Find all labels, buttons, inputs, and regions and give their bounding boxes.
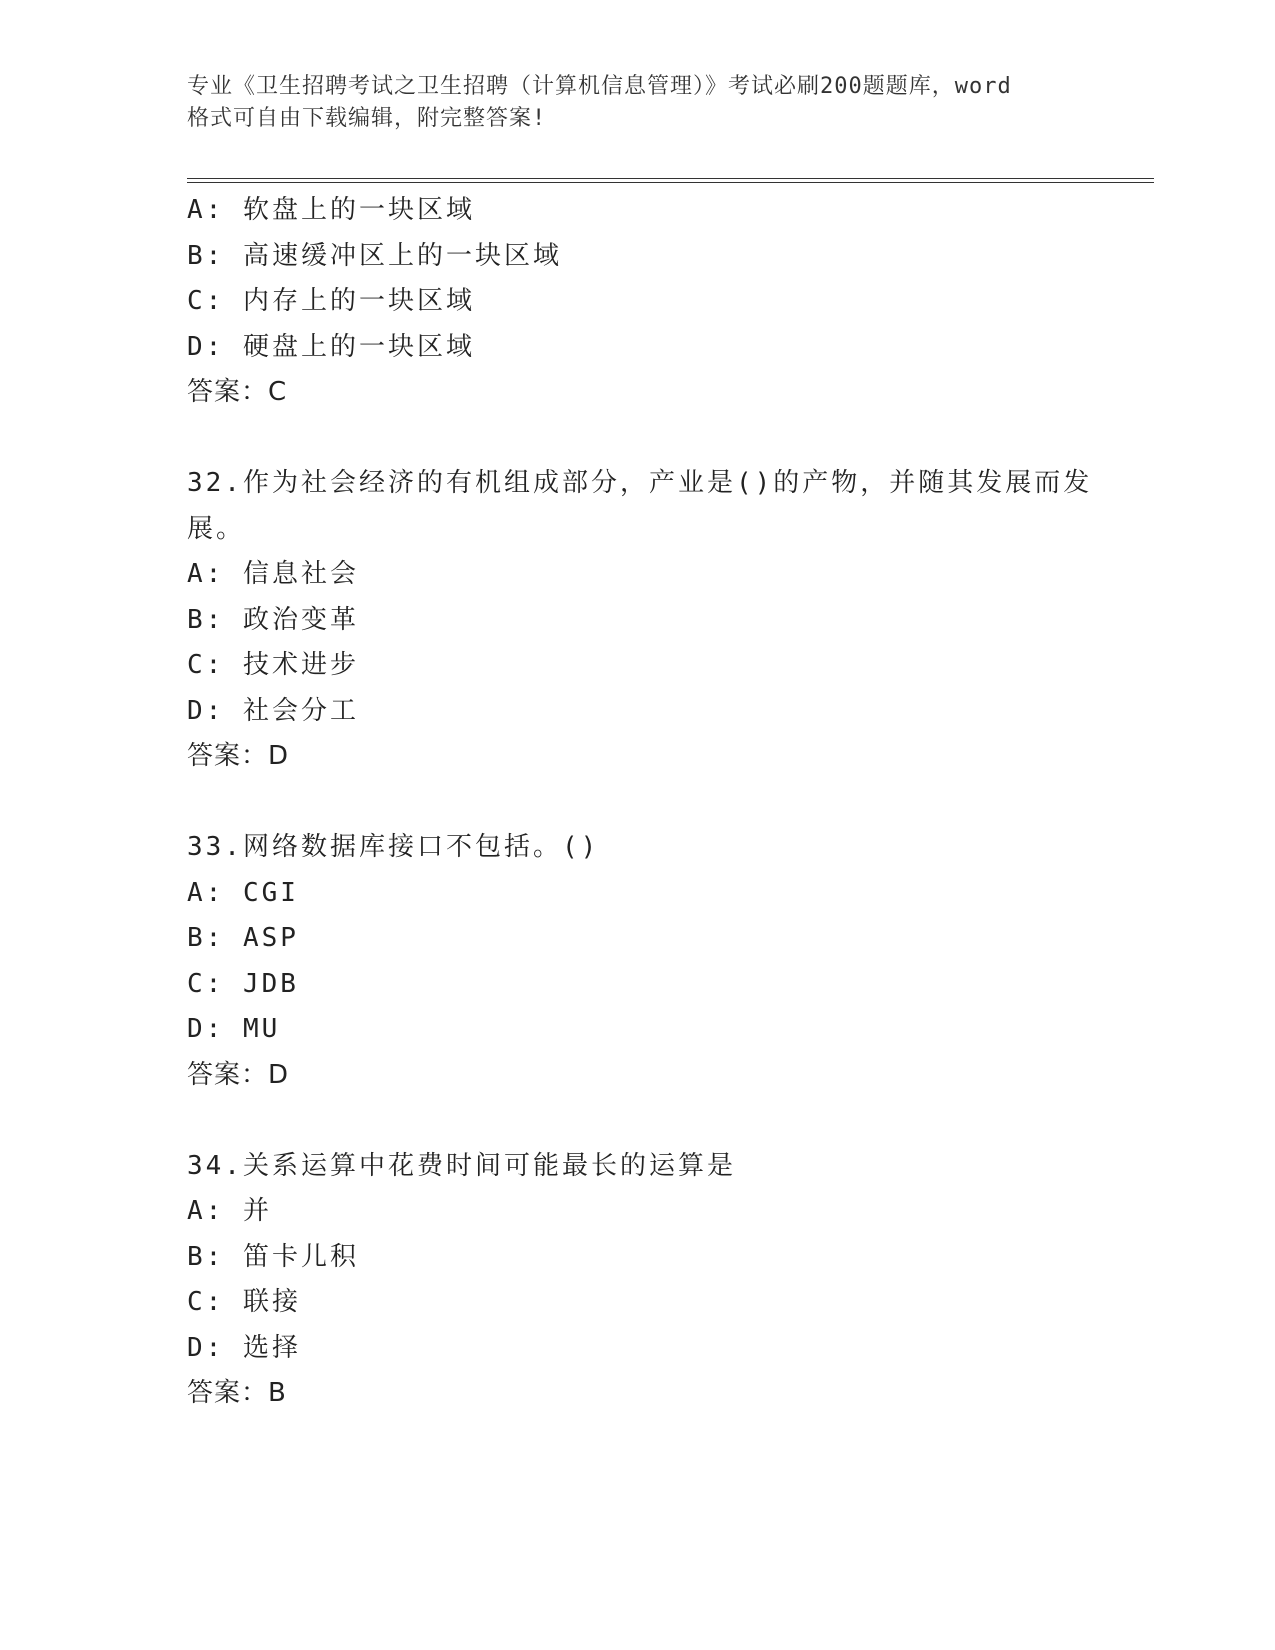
header-line-2: 格式可自由下载编辑，附完整答案! (187, 106, 547, 131)
question-stem-continued: 展。 (187, 513, 246, 544)
question-stem: 33.网络数据库接口不包括。() (187, 832, 600, 862)
option-b: B: ASP (187, 923, 299, 953)
question-stem: 32.作为社会经济的有机组成部分，产业是()的产物，并随其发展而发 (187, 468, 1093, 498)
spacer (187, 416, 1087, 462)
option-b: B: 政治变革 (187, 604, 359, 635)
spacer (187, 1098, 1087, 1144)
answer: 答案：D (187, 1059, 290, 1090)
option-d: D: 硬盘上的一块区域 (187, 331, 475, 362)
option-b: B: 高速缓冲区上的一块区域 (187, 240, 562, 271)
answer: 答案：D (187, 741, 290, 771)
question-34 (187, 1144, 1087, 1417)
option-d: D: 社会分工 (187, 695, 359, 726)
question-list (187, 188, 1093, 1417)
spacer (187, 780, 1087, 826)
answer: 答案：C (187, 377, 288, 407)
option-c: C: 联接 (187, 1287, 301, 1317)
option-a: A: 信息社会 (187, 559, 359, 589)
header-line-1: 专业《卫生招聘考试之卫生招聘（计算机信息管理）》考试必刷200题题库，word (187, 74, 1012, 99)
option-a: A: CGI (187, 877, 299, 908)
header-divider-top (187, 178, 1154, 179)
question-33 (187, 825, 1087, 1098)
option-c: C: 技术进步 (187, 650, 359, 680)
header-divider-bottom (187, 182, 1154, 183)
option-c: C: 内存上的一块区域 (187, 286, 475, 316)
option-c: C: JDB (187, 968, 299, 999)
option-d: D: MU (187, 1014, 281, 1044)
option-a: A: 软盘上的一块区域 (187, 195, 475, 225)
question-31 (187, 188, 1087, 416)
option-a: A: 并 (187, 1196, 272, 1226)
option-d: D: 选择 (187, 1332, 301, 1363)
question-32 (187, 461, 1093, 780)
document-header (187, 71, 1087, 135)
answer: 答案：B (187, 1378, 287, 1408)
option-b: B: 笛卡儿积 (187, 1241, 359, 1272)
question-stem: 34.关系运算中花费时间可能最长的运算是 (187, 1150, 736, 1181)
